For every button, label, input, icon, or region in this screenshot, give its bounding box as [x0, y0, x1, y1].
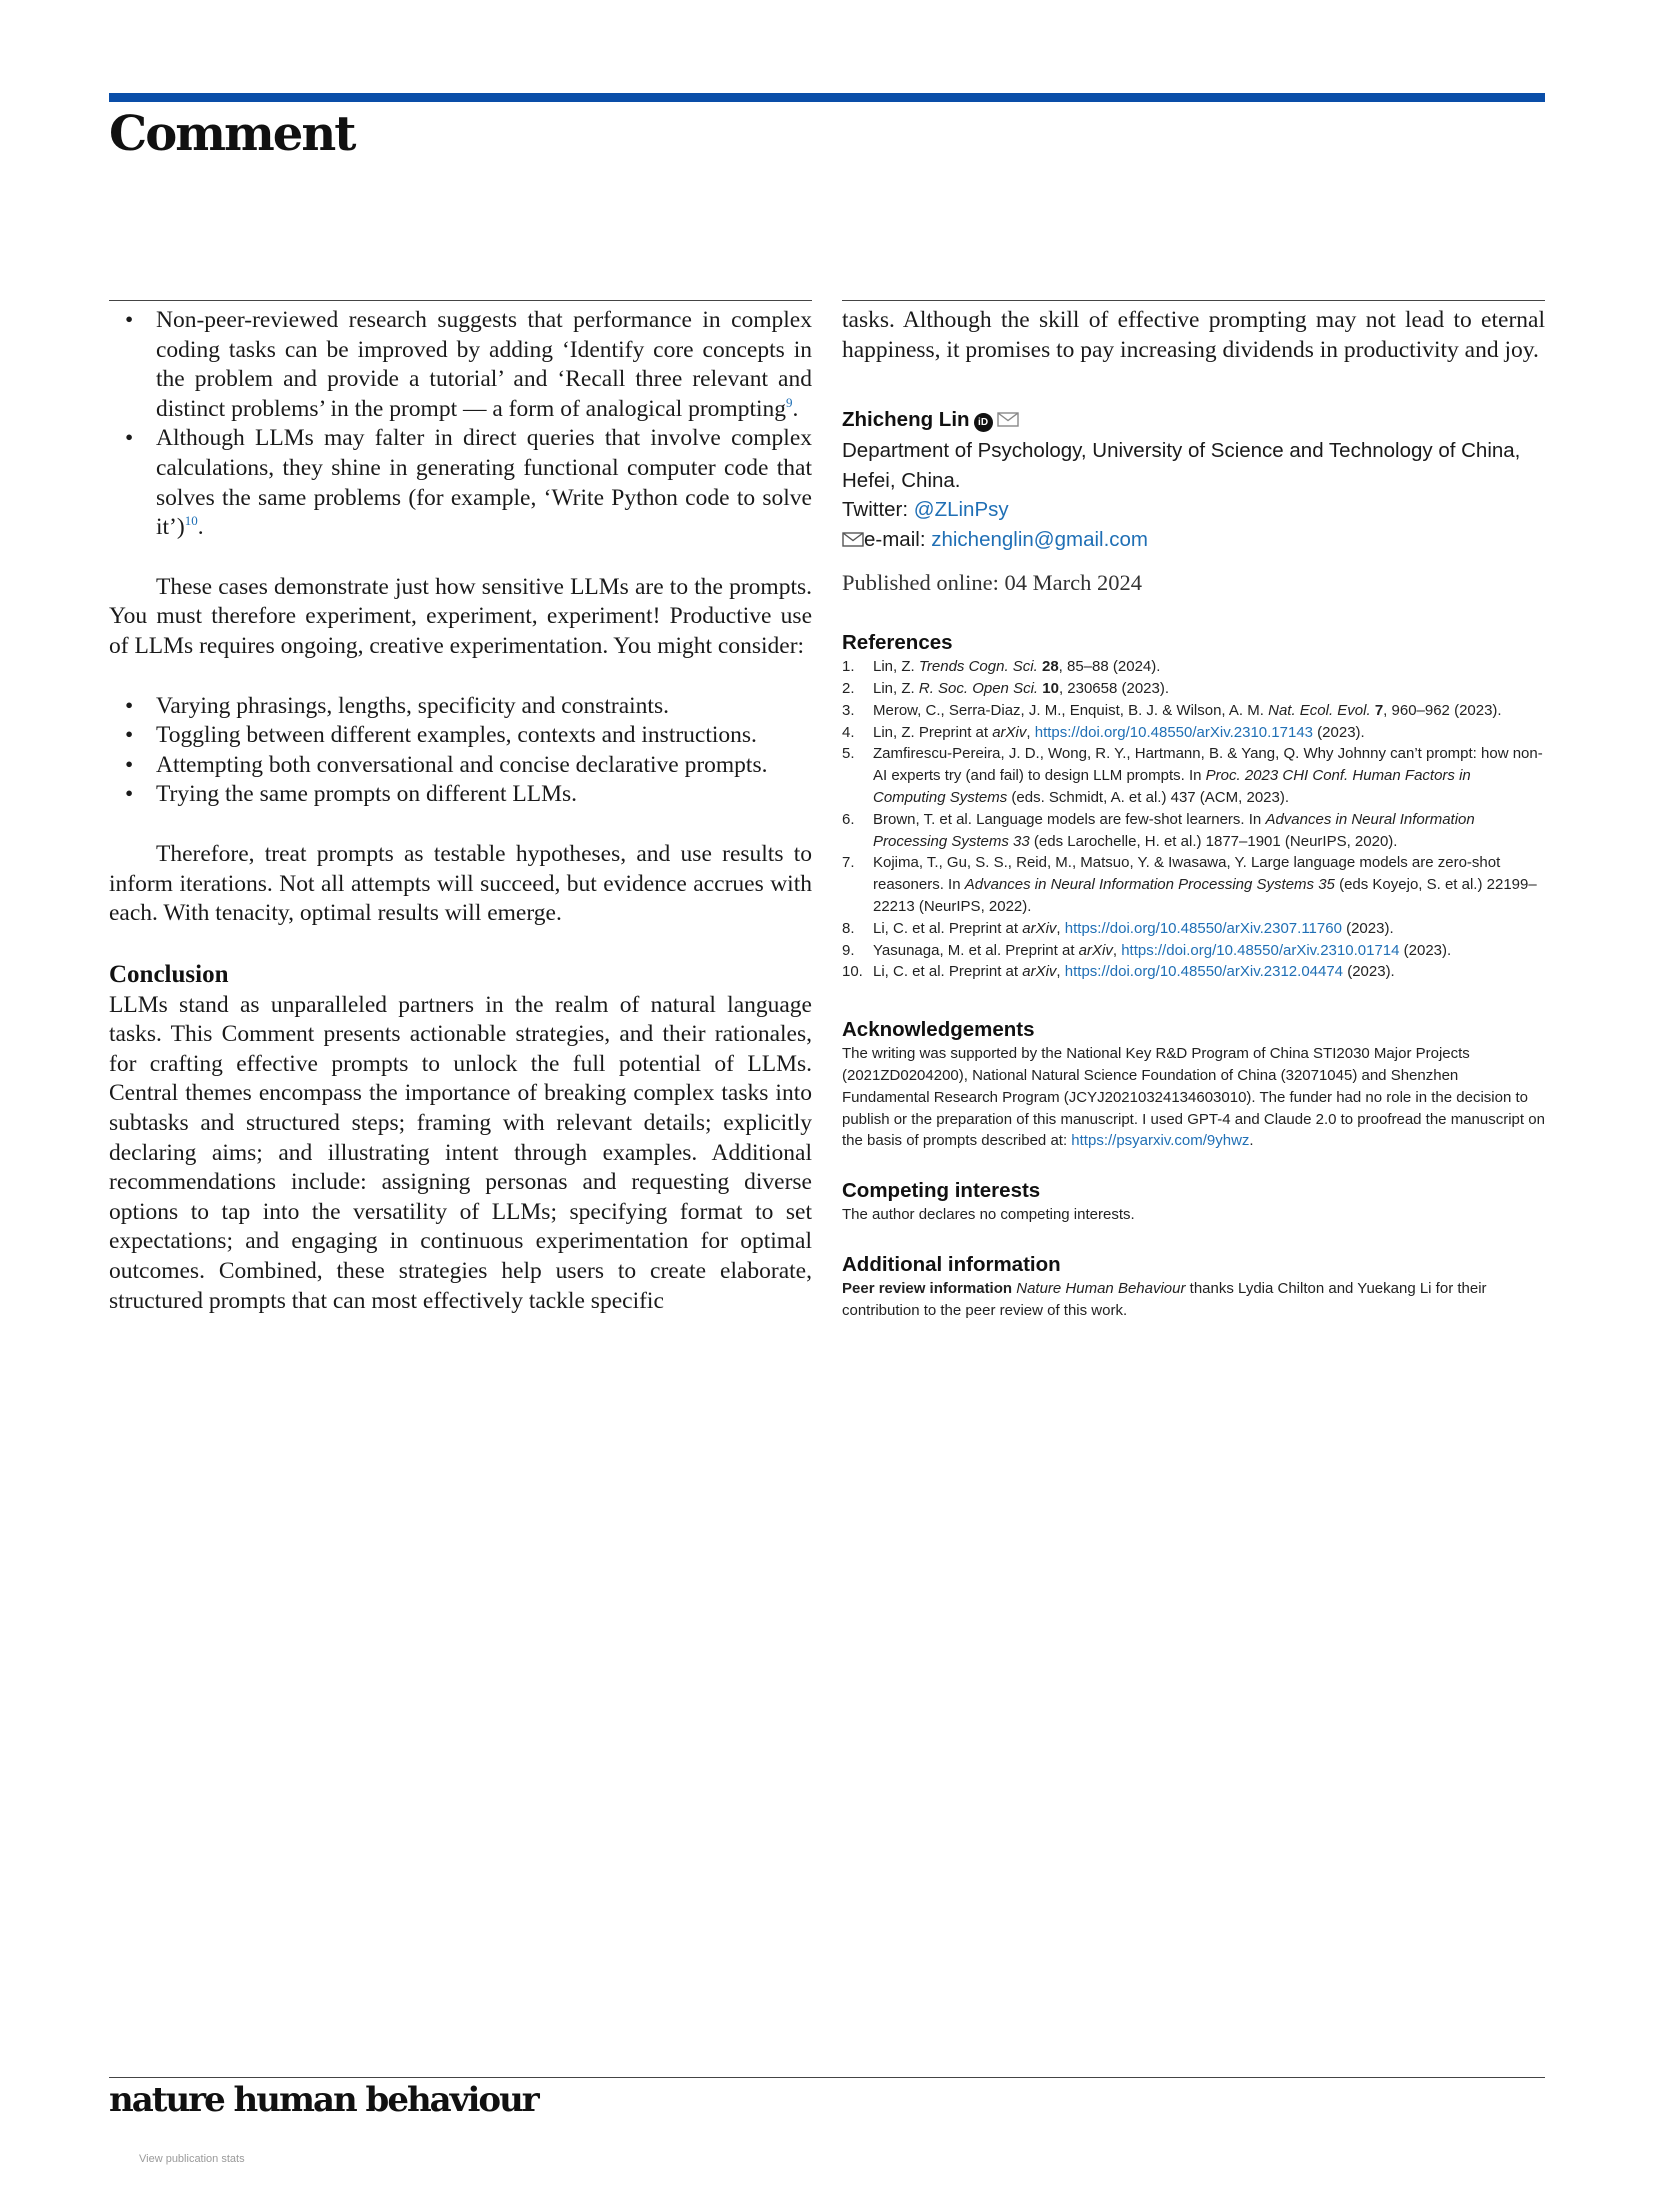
reference-text: (2023).: [1343, 963, 1395, 981]
reference-item: [842, 852, 1545, 917]
reference-text: Nat. Ecol. Evol.: [1268, 701, 1371, 719]
right-column: [842, 306, 1545, 1322]
reference-text: arXiv: [1078, 941, 1113, 959]
additional-information-heading: Additional information: [842, 1252, 1061, 1276]
citation-link[interactable]: 10: [184, 513, 198, 529]
reference-item: [842, 940, 1545, 962]
reference-text: , 230658 (2023).: [1058, 679, 1170, 697]
reference-number: 6.: [842, 810, 855, 828]
reference-text: ,: [1112, 941, 1122, 959]
reference-text: arXiv: [1022, 919, 1057, 937]
published-date: Published online: 04 March 2024: [842, 570, 1142, 596]
peer-review-text: Peer review information Nature Human Behaviour thanks Lydia Chilton and Yuekang Li for their contribution to the peer review of this work.: [842, 1279, 1487, 1319]
reference-item: [842, 961, 1545, 983]
reference-item: [842, 809, 1545, 853]
competing-interests-text: The author declares no competing interests.: [842, 1206, 1135, 1224]
left-column: [109, 306, 812, 1316]
author-affiliation: Department of Psychology, University of Science and Technology of China, Hefei, China.: [842, 439, 1521, 492]
author-email: e-mail: zhichenglin@gmail.com: [842, 525, 1545, 555]
references-list: [842, 656, 1545, 983]
reference-text: Li, C. et al. Preprint at: [873, 963, 1023, 981]
doi-link[interactable]: https://doi.org/10.48550/arXiv.2310.01714: [1121, 941, 1400, 959]
bullet-list-experiments: [109, 692, 812, 810]
bullet-list-prompting-tips: [109, 306, 812, 543]
journal-logo: nature human behaviour: [109, 2080, 538, 2120]
competing-interests-heading: Competing interests: [842, 1179, 1041, 1203]
reference-text: Advances in Neural Information Processing Systems 35: [964, 876, 1335, 894]
reference-number: 4.: [842, 723, 855, 741]
reference-text: (eds. Schmidt, A. et al.) 437 (ACM, 2023).: [1007, 788, 1290, 806]
references-heading: References: [842, 631, 953, 655]
reference-item: [842, 722, 1545, 744]
reference-item: [842, 656, 1545, 678]
reference-text: Advances in Neural Information Processing Systems 33: [873, 810, 1475, 850]
reference-number: 9.: [842, 941, 855, 959]
reference-item: [842, 678, 1545, 700]
reference-text: Merow, C., Serra-Diaz, J. M., Enquist, B. J. & Wilson, A. M.: [873, 701, 1269, 719]
reference-text: Lin, Z.: [873, 679, 919, 697]
reference-text: , 960–962 (2023).: [1383, 701, 1502, 719]
reference-text: (2023).: [1399, 941, 1452, 959]
orcid-icon[interactable]: iD: [974, 413, 993, 432]
reference-number: 8.: [842, 919, 855, 937]
citation-link[interactable]: 9: [786, 394, 793, 410]
list-item: • Non-peer-reviewed research suggests that performance in complex coding tasks can be improved by adding ‘Identify core concepts in the problem and provide a tutorial’ and ‘Recall three relevant and distinct problems’ in the prompt — a form of analogical prompting$^9$.: [109, 306, 812, 424]
reference-number: 5.: [842, 745, 855, 763]
conclusion-heading: Conclusion: [109, 960, 229, 988]
reference-text: ,: [1026, 723, 1035, 741]
reference-text: Li, C. et al. Preprint at: [873, 919, 1023, 937]
publication-stats-link[interactable]: View publication stats: [139, 2153, 245, 2165]
reference-text: (2023).: [1341, 919, 1394, 937]
reference-text: ,: [1056, 963, 1065, 981]
twitter-link[interactable]: @ZLinPsy: [913, 498, 1009, 522]
reference-number: 3.: [842, 701, 855, 719]
reference-text: (eds Koyejo, S. et al.) 22199–22213 (NeurIPS, 2022).: [873, 876, 1537, 915]
reference-text: Yasunaga, M. et al. Preprint at: [873, 941, 1079, 959]
doi-link[interactable]: https://doi.org/10.48550/arXiv.2310.17143: [1034, 723, 1314, 741]
author-name: Zhicheng Lin: [842, 408, 970, 432]
envelope-icon: [842, 532, 864, 547]
reference-text: R. Soc. Open Sci.: [918, 679, 1039, 697]
conclusion-paragraph: LLMs stand as unparalleled partners in the realm of natural language tasks. This Comment presents actionable strategies, and their rationales, for crafting effective prompts to unlock the full potential of LLMs. Central themes encompass the importance of breaking complex tasks into subtasks and structured steps; framing with relevant details; explicitly declaring aims; and illustrating intent through examples. Additional recommendations include: assigning personas and requesting diverse options to tap into the versatility of LLMs; specifying format to set expectations; and engaging in continuous experimentation for optimal outcomes. Combined, these strategies help users to create elaborate, structured prompts that can most effectively tackle specific: [109, 991, 812, 1314]
acknowledgements-heading: Acknowledgements: [842, 1018, 1035, 1042]
reference-text: Proc. 2023 CHI Conf. Human Factors in Computing Systems: [873, 767, 1471, 806]
body-paragraph: These cases demonstrate just how sensitive LLMs are to the prompts. You must therefore experiment, experiment, experiment! Productive use of LLMs requires ongoing, creative experimentation. You might consider:: [109, 573, 812, 659]
reference-item: [842, 743, 1545, 808]
reference-text: arXiv: [992, 723, 1027, 741]
reference-text: arXiv: [1022, 963, 1057, 981]
reference-text: 10: [1042, 679, 1059, 697]
right-column-rule: [842, 300, 1545, 301]
reference-text: (2023).: [1313, 723, 1365, 741]
reference-item: [842, 700, 1545, 722]
reference-text: (eds Larochelle, H. et al.) 1877–1901 (NeurIPS, 2020).: [1029, 832, 1398, 850]
acknowledgements-text: The writing was supported by the National Key R&D Program of China STI2030 Major Projects (2021ZD0204200), National Natural Science Foundation of China (32071045) and Shenzhen Fundamental Research Program (JCYJ20210324134603010). The funder had no role in the decision to publish or the preparation of this manuscript. I used GPT-4 and Claude 2.0 to proofread the manuscript on the basis of prompts described at: https://psyarxiv.com/9yhwz.: [842, 1045, 1545, 1150]
email-link[interactable]: zhichenglin@gmail.com: [931, 527, 1149, 551]
doi-link[interactable]: https://doi.org/10.48550/arXiv.2307.11760: [1064, 919, 1342, 937]
reference-number: 7.: [842, 854, 855, 872]
list-item: • Although LLMs may falter in direct queries that involve complex calculations, they shine in generating functional computer code that solves the same problems (for example, ‘Write Python code to solve it’)$^{10}$.: [109, 424, 812, 542]
list-item: • Toggling between different examples, contexts and instructions.: [109, 721, 812, 751]
left-column-rule: [109, 300, 812, 301]
body-paragraph: Therefore, treat prompts as testable hypotheses, and use results to inform iterations. Not all attempts will succeed, but evidence accrues with each. With tenacity, optimal results will emerge.: [109, 840, 812, 927]
list-item: • Trying the same prompts on different LLMs.: [109, 780, 812, 810]
author-block: [842, 405, 1545, 554]
header-accent-bar: [109, 93, 1545, 102]
list-item: • Varying phrasings, lengths, specificity and constraints.: [109, 692, 812, 722]
reference-text: Lin, Z. Preprint at: [873, 723, 993, 741]
reference-text: , 85–88 (2024).: [1058, 658, 1161, 676]
psyarxiv-link[interactable]: https://psyarxiv.com/9yhwz: [1071, 1132, 1250, 1150]
reference-text: Lin, Z.: [873, 658, 919, 676]
reference-number: 2.: [842, 679, 855, 697]
author-twitter: Twitter: @ZLinPsy: [842, 498, 1009, 522]
reference-text: Kojima, T., Gu, S. S., Reid, M., Matsuo, Y. & Iwasawa, Y. Large language models are zero-shot reasoners. In: [873, 854, 1501, 894]
reference-text: Trends Cogn. Sci.: [918, 658, 1038, 676]
reference-item: [842, 918, 1545, 940]
reference-text: 7: [1374, 701, 1384, 719]
list-item: • Attempting both conversational and concise declarative prompts.: [109, 751, 812, 781]
envelope-icon[interactable]: [997, 412, 1019, 427]
reference-text: Zamfirescu-Pereira, J. D., Wong, R. Y., Hartmann, B. & Yang, Q. Why Johnny can’t prompt: how non-AI experts try (and fail) to design LLM prompts. In: [873, 745, 1543, 785]
reference-text: 28: [1041, 658, 1059, 676]
doi-link[interactable]: https://doi.org/10.48550/arXiv.2312.04474: [1064, 963, 1344, 981]
reference-text: Brown, T. et al. Language models are few-shot learners. In: [873, 810, 1266, 828]
section-label: Comment: [109, 106, 355, 162]
body-paragraph: tasks. Although the skill of effective prompting may not lead to eternal happiness, it promises to pay increasing dividends in productivity and joy.: [842, 307, 1545, 363]
reference-number: 1.: [842, 658, 855, 676]
reference-text: ,: [1056, 919, 1065, 937]
reference-number: 10.: [842, 963, 863, 981]
footer-rule: [109, 2077, 1545, 2078]
